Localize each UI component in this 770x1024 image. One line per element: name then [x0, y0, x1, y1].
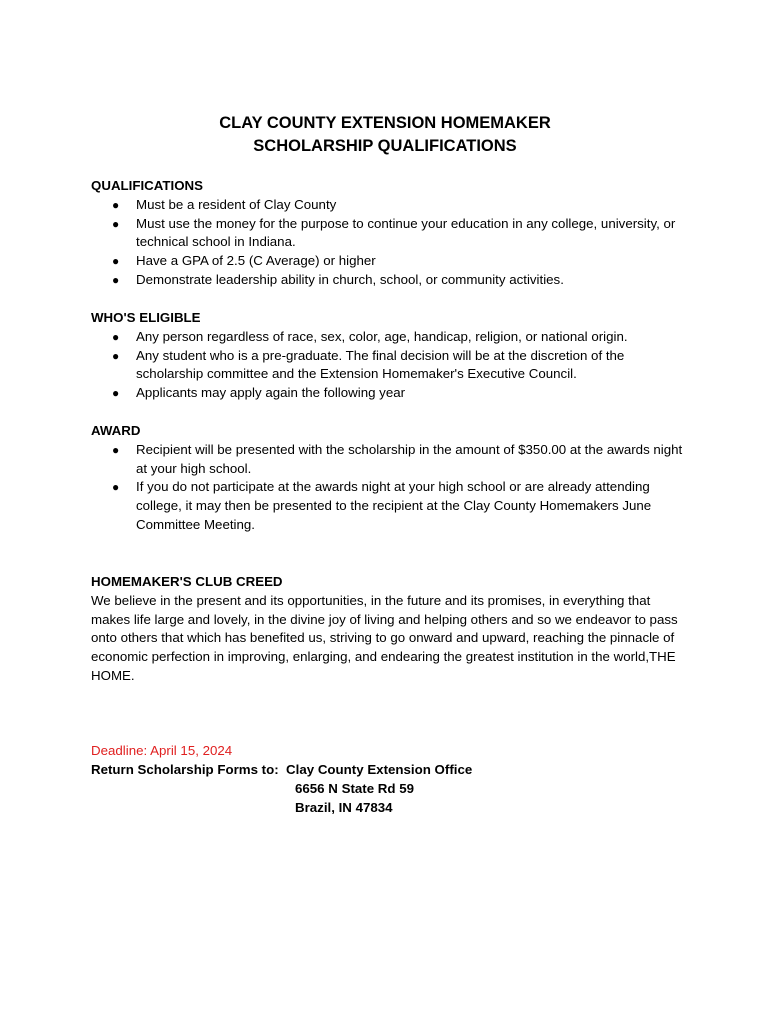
bullet-icon: ● [112, 329, 120, 344]
qualifications-section [91, 177, 691, 290]
bullet-icon: ● [112, 254, 120, 269]
bullet-icon: ● [112, 272, 120, 287]
return-office: Clay County Extension Office [286, 762, 473, 777]
list-item-text: Must use the money for the purpose to continue your education in any college, university, or technical school in Indiana. [136, 215, 676, 250]
list-item-text: Recipient will be presented with the scholarship in the amount of $350.00 at the awards night at your high school. [136, 441, 683, 476]
bullet-icon: ● [112, 197, 120, 212]
title-line-2: SCHOLARSHIP QUALIFICATIONS [253, 137, 517, 155]
qualifications-heading: QUALIFICATIONS [91, 178, 204, 193]
eligible-list [91, 328, 691, 403]
award-heading: AWARD [91, 423, 141, 438]
list-item [91, 328, 691, 347]
list-item-text: Applicants may apply again the following year [136, 385, 406, 401]
return-label: Return Scholarship Forms to: [91, 762, 279, 777]
list-item [91, 347, 691, 385]
return-address-row [91, 761, 691, 780]
list-item-text: Demonstrate leadership ability in church, school, or community activities. [136, 271, 564, 287]
list-item [91, 384, 691, 403]
bullet-icon: ● [112, 386, 120, 401]
creed-section [91, 573, 691, 686]
return-street: 6656 N State Rd 59 [295, 781, 414, 796]
title-line-1: CLAY COUNTY EXTENSION HOMEMAKER [219, 114, 551, 132]
list-item-text: Any person regardless of race, sex, color, age, handicap, religion, or national origin. [136, 328, 628, 344]
list-item [91, 252, 691, 271]
bullet-icon: ● [112, 480, 120, 495]
eligible-heading: WHO'S ELIGIBLE [91, 310, 201, 325]
award-list [91, 441, 691, 535]
list-item [91, 441, 691, 479]
creed-heading: HOMEMAKER'S CLUB CREED [91, 574, 283, 589]
return-city: Brazil, IN 47834 [295, 800, 393, 815]
document-title [0, 112, 770, 158]
bullet-icon: ● [112, 442, 120, 457]
list-item [91, 271, 691, 290]
qualifications-list [91, 196, 691, 290]
list-item-text: If you do not participate at the awards night at your high school or are already attending college, it may then be presented to the recipient at the Clay County Homemakers June Committee Meeting. [136, 479, 652, 532]
list-item-text: Have a GPA of 2.5 (C Average) or higher [136, 253, 376, 269]
bullet-icon: ● [112, 216, 120, 231]
eligible-section [91, 309, 691, 403]
list-item [91, 478, 691, 534]
list-item [91, 196, 691, 215]
creed-text: We believe in the present and its opportunities, in the future and its promises, in everything that makes life large and lovely, in the divine joy of living and helping others and so we endeavor to pass onto others that which has benefited us, striving to go onward and upward, reaching the pinnacle of economic perfection in improving, enlarging, and endearing the greatest institution in the world,THE HOME. [91, 592, 678, 683]
bullet-icon: ● [112, 348, 120, 363]
list-item-text: Any student who is a pre-graduate. The final decision will be at the discretion of the scholarship committee and the Extension Homemaker's Executive Council. [136, 347, 625, 382]
list-item [91, 215, 691, 253]
award-section [91, 422, 691, 535]
list-item-text: Must be a resident of Clay County [136, 196, 337, 212]
deadline-text: Deadline: April 15, 2024 [91, 743, 233, 758]
